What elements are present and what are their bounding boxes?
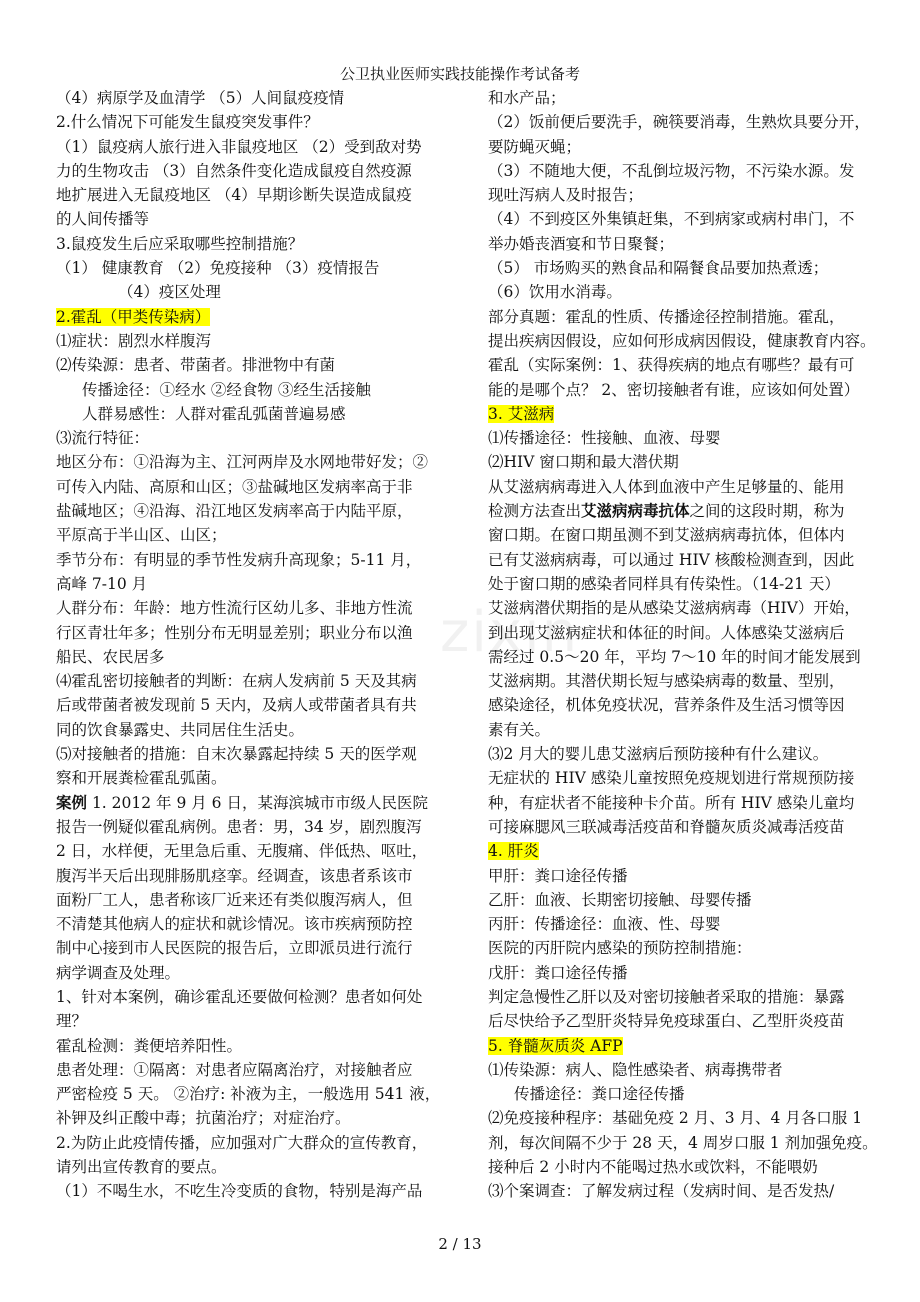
text-line: 霍乱（实际案例：1、获得疾病的地点有哪些？最有可 [488,356,855,375]
text-line: ⑴传染源：病人、隐性感染者、病毒携带者 [488,1060,783,1079]
text-line: （4）病原学及血清学 （5）人间鼠疫疫情 [56,89,345,107]
text-line: ⑶2 月大的婴儿患艾滋病后预防接种有什么建议。 [488,745,829,764]
text-line: 接种后 2 小时内不能喝过热水或饮料，不能喂奶 [488,1158,818,1177]
watermark: zixin [440,600,580,665]
text-line: 医院的丙肝院内感染的预防控制措施： [488,939,752,958]
text-line: 患者处理：①隔离：对患者应隔离治疗，对接触者应 [56,1060,413,1079]
text-line: ⑸对接触者的措施：自末次暴露起持续 5 天的医学观 [56,745,417,764]
text-line: 后尽快给予乙型肝炎特异免疫球蛋白、乙型肝炎疫苗 [488,1012,845,1031]
text-line: 甲肝：粪口途径传播 [488,866,628,885]
text-line: 判定急慢性乙肝以及对密切接触者采取的措施：暴露 [488,987,845,1006]
text-line: 不清楚其他病人的症状和就诊情况。该市疾病预防控 [56,915,413,934]
case-label: 案例 [56,792,88,812]
text-line: （6）饮用水消毒。 [488,283,622,302]
text-line: 艾滋病期。其潜伏期长短与感染病毒的数量、型别， [488,672,845,691]
text-line: 的人间传播等 [56,210,150,229]
text-line: 乙肝：血液、长期密切接触、母婴传播 [488,890,752,909]
text-line: 季节分布：有明显的季节性发病升高现象；5-11 月， [56,550,422,569]
text-line: 霍乱检测：粪便培养阳性。 [56,1036,243,1055]
section-heading-cholera: 2.霍乱（甲类传染病） [56,307,211,326]
text-line [56,791,438,815]
text-line: 补钾及纠正酸中毒；抗菌治疗；对症治疗。 [56,1109,351,1128]
section-heading-polio: 5. 脊髓灰质炎 AFP [488,1036,623,1055]
text-line: 到出现艾滋病症状和体征的时间。人体感染艾滋病后 [488,623,845,642]
text-line: ⑵传染源：患者、带菌者。排泄物中有菌 [56,356,336,375]
text-line: 病学调查及处理。 [56,963,181,982]
text-line: 可传入内陆、高原和山区；③盐碱地区发病率高于非 [56,477,413,496]
text-line: ⑴传播途径：性接触、血液、母婴 [488,429,721,448]
text-line: 需经过 0.5～20 年，平均 7～10 年的时间才能发展到 [488,647,861,666]
text-line: （4）疫区处理 [118,283,221,302]
text-line: 察和开展粪检霍乱弧菌。 [56,769,227,788]
text-line: 素有关。 [488,720,551,739]
text-line: 种，有症状者不能接种卡介苗。所有 HIV 感染儿童均 [488,793,855,812]
text-line: ⑴症状：剧烈水样腹泻 [56,331,212,350]
text-line: 制中心接到市人民医院的报告后，立即派员进行流行 [56,939,413,958]
right-column [488,86,878,1204]
text-line: 要防蝇灭蝇； [488,137,582,156]
text-line: 戊肝：粪口途径传播 [488,963,628,982]
text-line: （1） 健康教育 （2）免疫接种 （3）疫情报告 [56,259,380,278]
text-line: 2 日，水样便，无里急后重、无腹痛、伴低热、呕吐， [56,842,428,861]
text-line: 和水产品； [488,89,566,107]
text-line: 可接麻腮风三联减毒活疫苗和脊髓灰质炎减毒活疫苗 [488,817,845,836]
text-line: 地扩展进入无鼠疫地区 （4）早期诊断失误造成鼠疫 [56,186,412,205]
text-line: 理？ [56,1012,88,1031]
text-line: 行区青壮年多；性别分布无明显差别；职业分布以渔 [56,623,413,642]
text-line: （2）饭前便后要洗手，碗筷要消毒，生熟炊具要分开， [488,113,870,132]
page-number: 2 / 13 [438,1235,482,1253]
text-line: 腹泻半天后出现腓肠肌痉挛。经调查，该患者系该市 [56,866,413,885]
section-heading-hepatitis: 4. 肝炎 [488,842,539,861]
text-line: 3.鼠疫发生后应采取哪些控制措施？ [56,234,304,253]
text-line: ⑶流行特征： [56,429,150,448]
text-line: 剂，每次间隔不少于 28 天，4 周岁口服 1 剂加强免疫。 [488,1133,878,1152]
text-line: ⑷霍乱密切接触者的判断：在病人发病前 5 天及其病 [56,672,417,691]
section-heading-aids: 3. 艾滋病 [488,404,555,423]
text-line: ⑶个案调查：了解发病过程（发病时间、是否发热/ [488,1182,835,1201]
text-line: 人群易感性：人群对霍乱弧菌普遍易感 [82,404,346,423]
text-line: 同的饮食暴露史、共同居住生活史。 [56,720,305,739]
text-line: 艾滋病潜伏期指的是从感染艾滋病病毒（HIV）开始， [488,599,860,618]
text-line: 感染途径，机体免疫状况，营养条件及生活习惯等因 [488,696,845,715]
text-line: 后或带菌者被发现前 5 天内，及病人或带菌者具有共 [56,696,417,715]
text-line: 传播途径：粪口途径传播 [514,1085,685,1104]
text-line: 窗口期。在窗口期虽测不到艾滋病病毒抗体，但体内 [488,526,845,545]
text-line: 盐碱地区；④沿海、沿江地区发病率高于内陆平原， [56,502,413,521]
text-line: 1、针对本案例，确诊霍乱还要做何检测？患者如何处 [56,987,423,1006]
text-line [488,499,866,523]
text-line: 船民、农民居多 [56,647,165,666]
case-text: 1. 2012 年 9 月 6 日，某海滨城市市级人民医院 [87,793,428,812]
text-line: 从艾滋病病毒进入人体到血液中产生足够量的、能用 [488,477,845,496]
text-span: 之间的这段时期，称为 [689,502,845,521]
text-line: （3）不随地大便，不乱倒垃圾污物，不污染水源。发 [488,161,855,180]
left-column [56,86,441,1204]
text-line: 请列出宣传教育的要点。 [56,1158,227,1177]
text-line: 无症状的 HIV 感染儿童按照免疫规划进行常规预防接 [488,769,855,788]
text-line: 能的是哪个点？ 2、密切接触者有谁，应该如何处置） [488,380,860,399]
text-line: （4）不到疫区外集镇赶集，不到病家或病村串门，不 [488,210,855,229]
text-span: 检测方法查出 [488,502,582,521]
text-line: 2.什么情况下可能发生鼠疫突发事件？ [56,113,319,132]
text-line: 人群分布：年龄：地方性流行区幼儿多、非地方性流 [56,599,413,618]
text-line: 已有艾滋病病毒，可以通过 HIV 核酸检测查到，因此 [488,550,855,569]
text-line: （5） 市场购买的熟食品和隔餐食品要加热煮透； [488,259,829,278]
bold-term: 艾滋病病毒抗体 [581,501,690,521]
text-line: 严密检疫 5 天。 ②治疗: 补液为主，一般选用 541 液， [56,1085,441,1104]
page-header: 公卫执业医师实践技能操作考试备考 [339,65,580,83]
text-line: 报告一例疑似霍乱病例。患者：男，34 岁，剧烈腹泻 [56,817,422,836]
text-line: 部分真题：霍乱的性质、传播途径控制措施。霍乱， [488,307,845,326]
text-line: ⑵免疫接种程序：基础免疫 2 月、3 月、4 月各口服 1 [488,1109,863,1128]
text-line: 现吐泻病人及时报告； [488,186,644,205]
text-line: 处于窗口期的感染者同样具有传染性。（14-21 天） [488,574,840,593]
text-line: （1）鼠疫病人旅行进入非鼠疫地区 （2）受到敌对势 [56,137,422,156]
text-line: 地区分布：①沿海为主、江河两岸及水网地带好发；② [56,453,429,472]
text-line: 平原高于半山区、山区； [56,526,227,545]
text-line: 2.为防止此疫情传播，应加强对广大群众的宣传教育， [56,1133,428,1152]
text-line: ⑵HIV 窗口期和最大潜伏期 [488,453,679,472]
text-line: 传播途径：①经水 ②经食物 ③经生活接触 [82,380,371,399]
text-line: 提出疾病因假设，应如何形成病因假设，健康教育内容。 [488,331,876,350]
text-line: 面粉厂工人，患者称该厂近来还有类似腹泻病人，但 [56,890,413,909]
text-line: 举办婚丧酒宴和节日聚餐； [488,234,675,253]
text-line: 高峰 7-10 月 [56,574,148,593]
text-line: 力的生物攻击 （3）自然条件变化造成鼠疫自然疫源 [56,161,412,180]
text-line: 丙肝：传播途径：血液、性、母婴 [488,915,721,934]
text-line: （1）不喝生水，不吃生冷变质的食物，特别是海产品 [56,1182,423,1201]
